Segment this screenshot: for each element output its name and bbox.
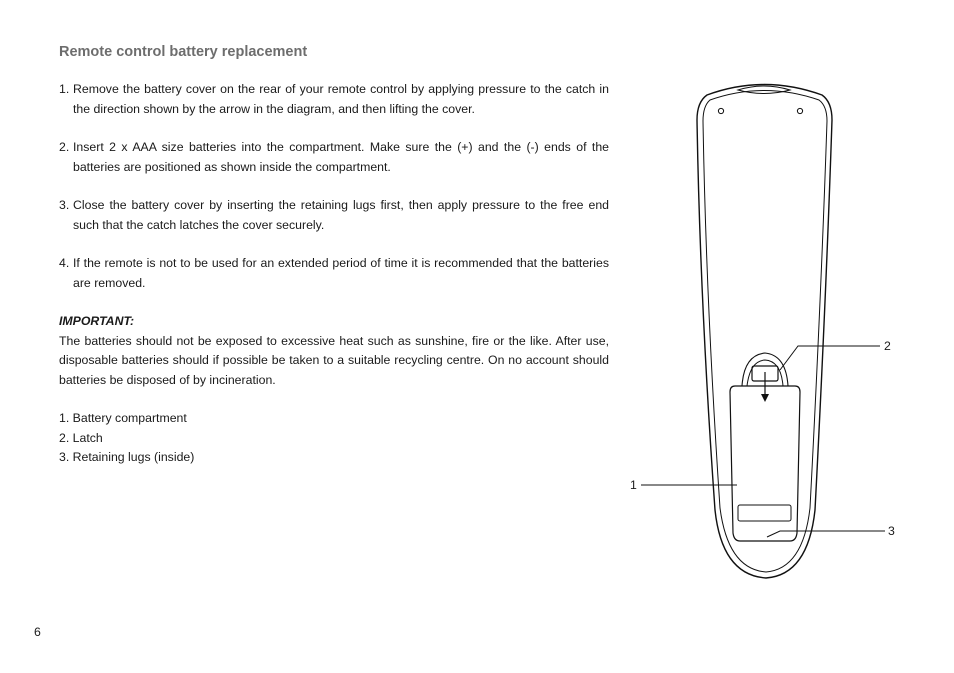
leader-line-3: [767, 531, 885, 537]
screw-hole-icon: [718, 108, 723, 113]
remote-control-diagram: [620, 80, 900, 590]
step-text: Remove the battery cover on the rear of your remote control by applying pressure to the catch in the direction shown by the arrow in the diagram, and then lifting the cover.: [73, 82, 609, 116]
callout-1: 1: [630, 478, 637, 492]
important-heading: IMPORTANT:: [59, 314, 135, 328]
remote-body-inner: [703, 91, 827, 573]
page-number: 6: [34, 625, 41, 639]
instructions: [59, 80, 609, 468]
callout-3: 3: [888, 524, 895, 538]
step-number: 1.: [59, 82, 70, 96]
screw-hole-icon: [797, 108, 802, 113]
legend-item: 1. Battery compartment: [59, 411, 187, 425]
step-number: 4.: [59, 256, 70, 270]
step-text: Insert 2 x AAA size batteries into the compartment. Make sure the (+) and the (-) ends of the batteries are positioned as shown inside the compartment.: [73, 140, 609, 174]
callout-2: 2: [884, 339, 891, 353]
parts-legend: [59, 409, 609, 468]
remote-top-notch: [738, 86, 790, 94]
step-text: Close the battery cover by inserting the retaining lugs first, then apply pressure to the free end such that the catch latches the cover securely.: [73, 198, 609, 232]
step-3: [59, 196, 609, 235]
retaining-lug-slot: [738, 505, 791, 521]
step-4: [59, 254, 609, 293]
remote-body-outline: [697, 85, 832, 579]
important-text: The batteries should not be exposed to excessive heat such as sunshine, fire or the like. After use, disposable batteries should if possible be taken to a suitable recycling centre. On no account should batteries be disposed of by incineration.: [59, 333, 609, 387]
step-2: [59, 138, 609, 177]
step-number: 3.: [59, 198, 70, 212]
step-text: If the remote is not to be used for an extended period of time it is recommended that the batteries are removed.: [73, 256, 609, 290]
legend-item: 2. Latch: [59, 430, 103, 445]
legend-item: 3. Retaining lugs (inside): [59, 450, 195, 464]
step-1: [59, 80, 609, 119]
battery-cover-outline: [730, 386, 800, 541]
page-title: Remote control battery replacement: [59, 44, 308, 60]
leader-line-2: [780, 346, 880, 370]
step-number: 2.: [59, 140, 70, 154]
arrow-down-icon: [761, 394, 769, 402]
